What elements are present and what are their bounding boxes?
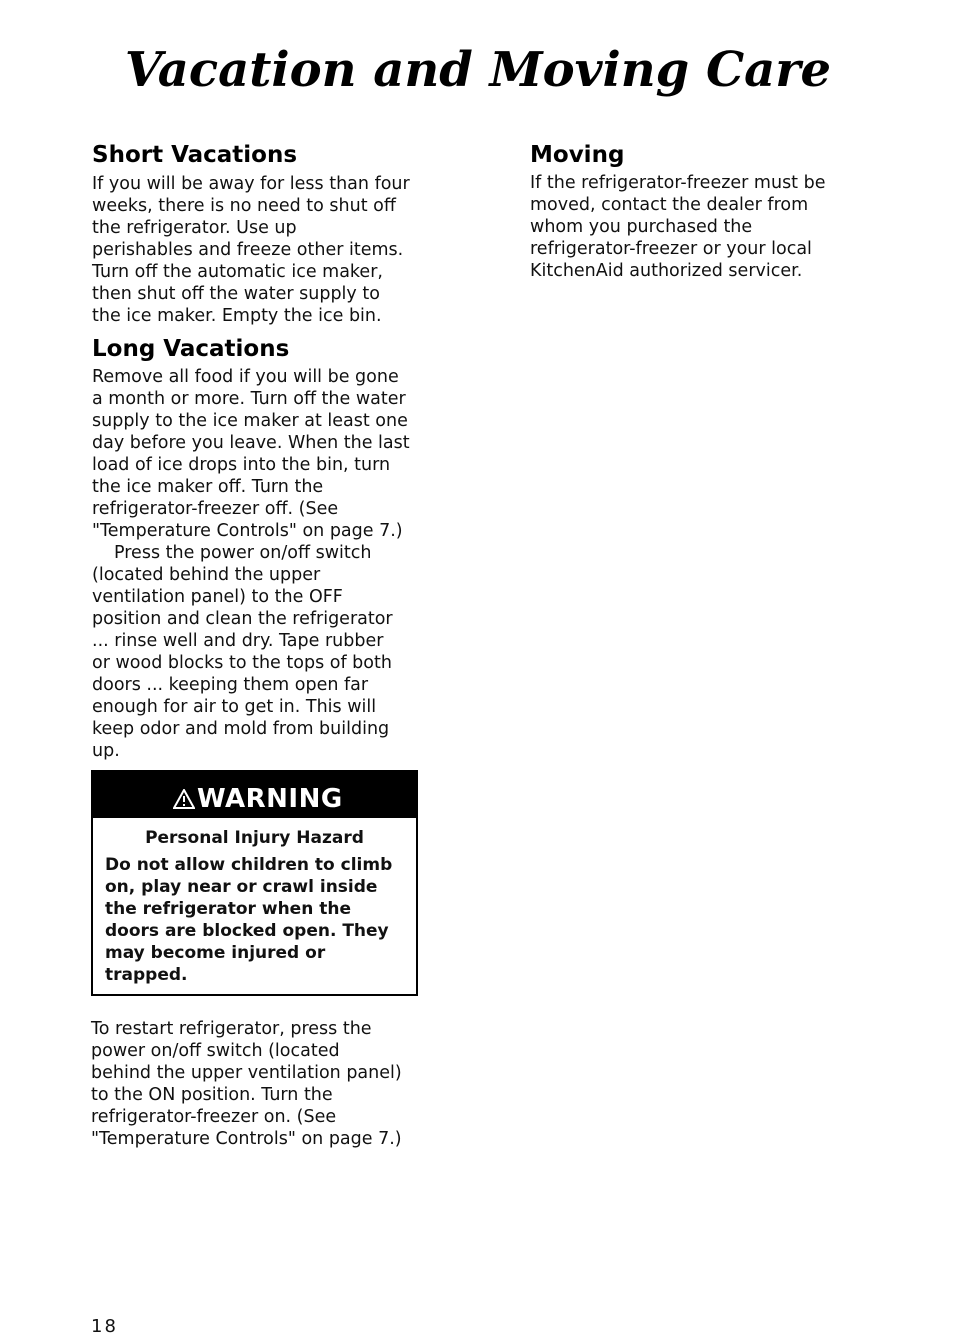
paragraph-line: refrigerator-freezer on. (See [91, 1107, 337, 1127]
paragraph-line: ventilation panel) to the OFF [92, 587, 343, 607]
short-vacations-heading: Short Vacations [92, 142, 298, 168]
warning-line: the refrigerator when the [105, 899, 351, 919]
paragraph-line: Press the power on/off switch [114, 543, 372, 563]
paragraph-line: position and clean the refrigerator [92, 609, 393, 629]
paragraph-line: (located behind the upper [92, 565, 321, 585]
paragraph-line: a month or more. Turn off the water [92, 389, 406, 409]
restart-text [91, 1018, 402, 1150]
warning-subtitle: Personal Injury Hazard [145, 828, 364, 848]
moving-heading: Moving [530, 142, 625, 168]
paragraph-line: load of ice drops into the bin, turn [92, 455, 391, 475]
paragraph-line: whom you purchased the [530, 217, 753, 237]
paragraph-line: ... rinse well and dry. Tape rubber [92, 631, 384, 651]
page-title: Vacation and Moving Care [124, 42, 832, 98]
paragraph-line: If you will be away for less than four [92, 174, 410, 194]
long-vacations-heading: Long Vacations [92, 336, 290, 362]
warning-label: WARNING [197, 784, 343, 814]
warning-line: trapped. [105, 965, 188, 985]
paragraph-line: Remove all food if you will be gone [92, 367, 399, 387]
paragraph-line: If the refrigerator-freezer must be [530, 173, 826, 193]
warning-line: may become injured or [105, 943, 326, 963]
warning-box [91, 770, 418, 996]
paragraph-line: then shut off the water supply to [92, 284, 380, 304]
paragraph-line: To restart refrigerator, press the [91, 1019, 372, 1039]
paragraph-line: keep odor and mold from building [92, 719, 390, 739]
paragraph-line: moved, contact the dealer from [530, 195, 809, 215]
paragraph-line: refrigerator-freezer or your local [530, 239, 812, 259]
moving-text [530, 172, 825, 282]
page-number: 18 [91, 1316, 118, 1337]
warning-banner [93, 772, 416, 818]
warning-line: Do not allow children to climb [105, 855, 393, 875]
long-vacations-text [92, 366, 410, 762]
paragraph-line: the refrigerator. Use up [92, 218, 297, 238]
warning-line: doors are blocked open. They [105, 921, 389, 941]
paragraph-line: to the ON position. Turn the [91, 1085, 333, 1105]
paragraph-line: "Temperature Controls" on page 7.) [91, 1129, 402, 1149]
paragraph-line: KitchenAid authorized servicer. [530, 261, 803, 281]
warning-line: on, play near or crawl inside [105, 877, 378, 897]
paragraph-line: refrigerator-freezer off. (See [92, 499, 339, 519]
paragraph-line: supply to the ice maker at least one [92, 411, 408, 431]
paragraph-line: the ice maker. Empty the ice bin. [92, 306, 382, 326]
paragraph-line: or wood blocks to the tops of both [92, 653, 392, 673]
paragraph-line: weeks, there is no need to shut off [92, 196, 396, 216]
paragraph-line: behind the upper ventilation panel) [91, 1063, 402, 1083]
paragraph-line: the ice maker off. Turn the [92, 477, 324, 497]
paragraph-line: power on/off switch (located [91, 1041, 340, 1061]
paragraph-line: perishables and freeze other items. [92, 240, 404, 260]
paragraph-line: doors ... keeping them open far [92, 675, 369, 695]
paragraph-line: "Temperature Controls" on page 7.) [92, 521, 403, 541]
paragraph-line: day before you leave. When the last [92, 433, 410, 453]
paragraph-line: enough for air to get in. This will [92, 697, 377, 717]
paragraph-line: up. [92, 741, 120, 761]
warning-triangle-icon [173, 789, 195, 809]
short-vacations-text [92, 173, 410, 327]
warning-text [93, 854, 416, 986]
paragraph-line: Turn off the automatic ice maker, [92, 262, 383, 282]
